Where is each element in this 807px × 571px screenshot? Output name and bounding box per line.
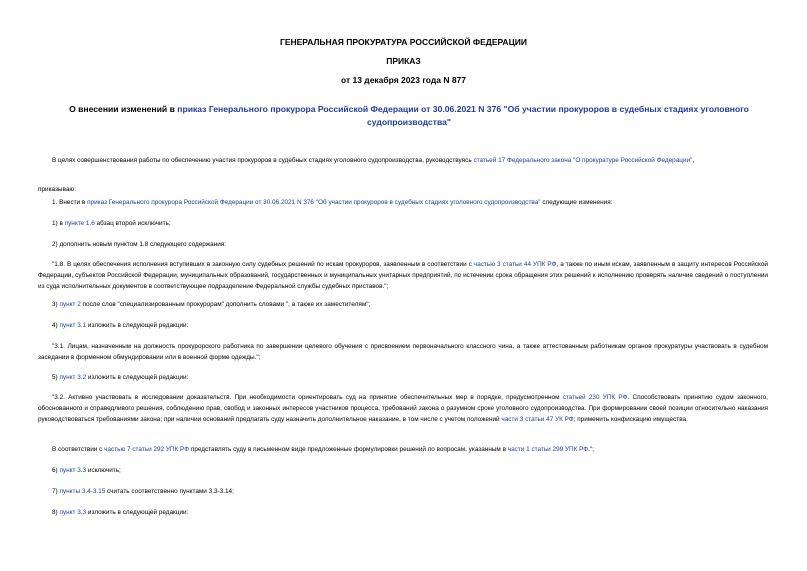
text-run: 2) дополнить новым пунктом 1.8 следующего содержания: [52,241,227,248]
point-3-1-link[interactable]: пункт 3.1 [59,322,87,329]
point-3-2-paragraph [38,392,768,425]
order-word-paragraph [38,184,768,195]
text-run: В целях совершенствования работы по обеспечению участия прокуроров в судебных стадиях уголовного судопроизводства, руководствуясь [52,157,474,164]
subitem-8-paragraph [38,507,768,518]
subitem-2-paragraph [38,239,768,250]
text-run: исключить; [86,467,121,474]
article-17-law-link[interactable]: статьей 17 Федерального закона "О прокуратуре Российской Федерации" [473,157,693,164]
point-3-3-link[interactable]: пункт 3.3 [59,467,87,474]
item-1-paragraph [38,197,768,208]
text-run: , [692,157,695,164]
point-2-link[interactable]: пункт 2 [59,301,81,308]
subitem-1-paragraph [38,218,768,229]
subitem-4-paragraph [38,320,768,331]
text-run: "1.8. В целях обеспечения исполнения вступивших в законную силу судебных решений по искам прокуроров, заявленным в соответствии с [52,261,474,268]
text-run: 5) [52,374,60,381]
text-run: 4) [52,322,60,329]
text-run: 1. Внести в [52,199,88,206]
text-run: 1) в [52,220,65,227]
upk-292-7-link[interactable]: частью 7 статьи 292 УПК РФ [104,446,190,453]
point-3-2-link[interactable]: пункт 3.2 [59,374,87,381]
text-run: изложить в следующей редакции: [86,374,189,381]
point-1-6-link[interactable]: пункте 1.6 [64,220,95,227]
text-run: 7) [52,488,60,495]
upk-44-3-link[interactable]: частью 3 статьи 44 УПК РФ [473,261,557,268]
text-run: 8) [52,509,60,516]
point-3-2-continuation-paragraph [38,444,768,455]
text-run: ."; [588,446,594,453]
organization-heading: ГЕНЕРАЛЬНАЯ ПРОКУРАТУРА РОССИЙСКОЙ ФЕДЕРАЦИИ [280,37,527,47]
document-title [50,103,768,129]
subitem-5-paragraph [38,372,768,383]
text-run: "3.2. Активно участвовать в исследовании доказательств. При необходимости ориентировать суд на принятие обеспечительных мер в порядке, предусмотренном [52,394,563,401]
subitem-7-paragraph [38,486,768,497]
text-run: приказываю: [38,186,76,193]
text-run: , а также по иным искам, заявленным в защиту интересов Российской Федерации, субъектов Российской Федерации, муниципальных образований, государственных и муниципальных унитарных предприятий, по истечении срока обращения этих решений к исполнению проверять наличие сведений о поступлении из суда исполнительных документов в соответствующее подразделение Федеральной службы судебных приставов."; [38,261,768,290]
text-run: изложить в следующей редакции: [86,322,189,329]
title-prefix: О внесении изменений в [69,104,178,114]
subitem-3-paragraph [38,299,768,310]
document-type-heading: ПРИКАЗ [386,56,421,66]
text-run: считать соответственно пунктами 3.3-3.14; [105,488,234,495]
upk-230-link[interactable]: статьей 230 УПК РФ [562,394,628,401]
point-3-3-new-link[interactable]: пункт 3.3 [59,509,87,516]
uk-47-3-link[interactable]: части 3 статьи 47 УК РФ [501,416,574,423]
preamble-paragraph [38,155,768,166]
document-date-heading: от 13 декабря 2023 года N 877 [340,75,467,85]
text-run: "3.1. Лицам, назначенным на должность прокурорского работника по завершении целевого обучения с присвоением первоначального классного чина, а также аттестованным работникам органов прокуратуры участвовать в судебном заседании в форменном обмундировании или в военной форме одежды."; [38,343,768,361]
text-run: представлять суду в письменном виде предложенные формулировки решений по вопросам, указанным в [189,446,508,453]
order-376-link[interactable]: приказ Генерального прокурора Российской Федерации от 30.06.2021 N 376 "Об участии прокуроров в судебных стадиях уголовного судопроизводства" [87,199,541,206]
text-run: после слов "специализированным прокурорам" дополнить словами ", а также их заместителям"; [80,301,371,308]
text-run: ; применить конфискацию имущества. [573,416,688,423]
text-run: абзац второй исключить; [94,220,171,227]
text-run: . Способствовать принятию судом законного, обоснованного и справедливого решения, соблюдению прав, свобод и законных интересов участников процесса, требований закона о разумном сроке уголовного судопроизводства. При формировании своей позиции относительно наказания руководствоваться требованиями закона; при наличии оснований предлагать суду назначить дополнительное наказание, в том числе с учетом положений [38,394,768,423]
point-3-1-paragraph [38,341,768,363]
upk-299-1-link[interactable]: части 1 статьи 299 УПК РФ [507,446,589,453]
text-run: следующие изменения: [540,199,613,206]
point-1-8-paragraph [38,259,768,292]
subitem-6-paragraph [38,465,768,476]
text-run: В соответствии с [52,446,105,453]
points-3-4-3-15-link[interactable]: пункты 3.4-3.15 [59,488,106,495]
text-run: изложить в следующей редакции: [86,509,189,516]
text-run: 6) [52,467,60,474]
text-run: 3) [52,301,60,308]
title-order-link[interactable]: приказ Генерального прокурора Российской Федерации от 30.06.2021 N 376 "Об участии прокуроров в судебных стадиях уголовного судопроизводства" [177,104,749,127]
